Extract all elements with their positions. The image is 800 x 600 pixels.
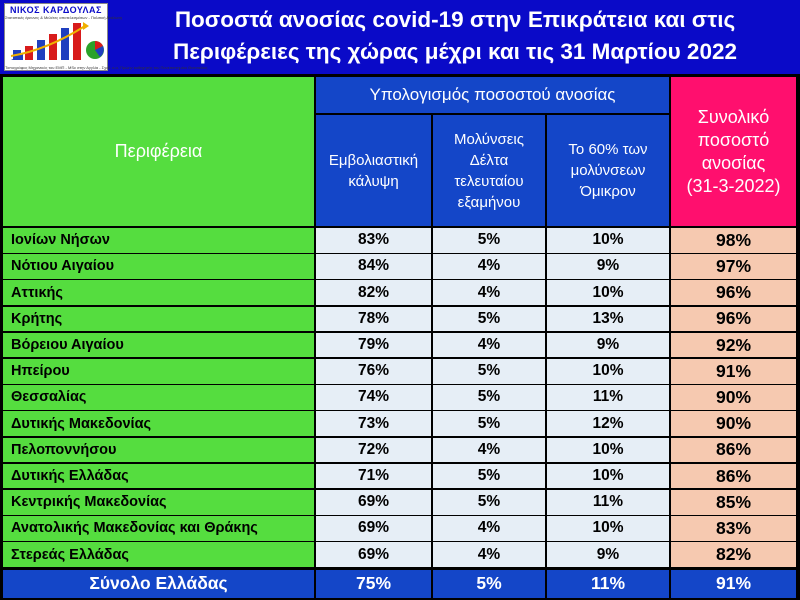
vaccination-cell: 71% [316, 464, 431, 489]
region-cell: Στερεάς Ελλάδας [3, 542, 314, 567]
omicron-cell: 9% [547, 333, 669, 358]
region-cell: Ιονίων Νήσων [3, 228, 314, 253]
total-cell: 96% [671, 307, 796, 332]
header-total-immunity [671, 77, 796, 226]
region-cell: Ανατολικής Μακεδονίας και Θράκης [3, 516, 314, 541]
total-cell: 83% [671, 516, 796, 541]
omicron-cell: 10% [547, 228, 669, 253]
region-cell: Πελοποννήσου [3, 438, 314, 463]
omicron-cell: 10% [547, 464, 669, 489]
delta-cell: 5% [433, 228, 545, 253]
omicron-cell: 10% [547, 438, 669, 463]
omicron-cell: 9% [547, 542, 669, 567]
total-cell: 85% [671, 490, 796, 515]
region-cell: Θεσσαλίας [3, 385, 314, 410]
region-cell: Δυτικής Ελλάδας [3, 464, 314, 489]
delta-cell: 4% [433, 516, 545, 541]
delta-cell: 5% [433, 411, 545, 436]
omicron-cell: 10% [547, 359, 669, 384]
delta-cell: 5% [433, 359, 545, 384]
logo-tagline-bottom: Τοπογράφος Μηχανικός του ΕΜΠ - MSc στην Αγγλία - Σχεδ. κ.α. Πρώην καθηγητής του Πανεπιστημίου Θεσσαλίας [5, 65, 208, 70]
delta-cell: 4% [433, 280, 545, 305]
delta-cell: 5% [433, 385, 545, 410]
total-cell: 90% [671, 385, 796, 410]
vaccination-cell: 74% [316, 385, 431, 410]
header-vaccination-line: Εμβολιαστική [328, 151, 419, 169]
region-cell: Ηπείρου [3, 359, 314, 384]
vaccination-cell: 84% [316, 254, 431, 279]
region-cell: Βόρειου Αιγαίου [3, 333, 314, 358]
header-vaccination [316, 115, 431, 226]
vaccination-cell: 73% [316, 411, 431, 436]
title-banner [0, 0, 800, 74]
region-cell: Αττικής [3, 280, 314, 305]
page-title [118, 4, 792, 68]
greece-total-region-cell: Σύνολο Ελλάδας [3, 570, 314, 598]
header-omicron-line: Όμικρον [580, 183, 636, 200]
total-cell: 97% [671, 254, 796, 279]
header-omicron [547, 115, 669, 226]
delta-cell: 4% [433, 438, 545, 463]
region-cell: Νότιου Αιγαίου [3, 254, 314, 279]
header-total-line: ανοσίας [701, 152, 766, 173]
header-total-line: (31-3-2022) [686, 175, 781, 196]
omicron-cell: 10% [547, 516, 669, 541]
omicron-cell: 9% [547, 254, 669, 279]
vaccination-cell: 72% [316, 438, 431, 463]
vaccination-cell: 79% [316, 333, 431, 358]
title-line-2: Περιφέρειες της χώρας μέχρι και τις 31 Μαρτίου 2022 [172, 39, 737, 64]
vaccination-cell: 69% [316, 516, 431, 541]
total-cell: 82% [671, 542, 796, 567]
header-total-line: Συνολικό [697, 106, 770, 127]
header-delta [433, 115, 545, 226]
bar-chart-logo-icon [7, 20, 105, 64]
omicron-cell: 12% [547, 411, 669, 436]
omicron-cell: 11% [547, 385, 669, 410]
header-delta-line: Δέλτα [469, 151, 509, 169]
logo-name: ΝΙΚΟΣ ΚΑΡΔΟΥΛΑΣ [10, 5, 102, 15]
total-cell: 92% [671, 333, 796, 358]
vaccination-cell: 83% [316, 228, 431, 253]
region-cell: Δυτικής Μακεδονίας [3, 411, 314, 436]
omicron-cell: 13% [547, 307, 669, 332]
region-cell: Κεντρικής Μακεδονίας [3, 490, 314, 515]
vaccination-cell: 78% [316, 307, 431, 332]
omicron-cell: 11% [547, 490, 669, 515]
delta-cell: 4% [433, 333, 545, 358]
region-cell: Κρήτης [3, 307, 314, 332]
header-delta-line: Μολύνσεις [454, 130, 524, 148]
delta-cell: 5% [433, 464, 545, 489]
delta-cell: 4% [433, 254, 545, 279]
header-immunity-calculation: Υπολογισμός ποσοστού ανοσίας [316, 77, 669, 113]
header-total-line: ποσοστό [697, 129, 770, 150]
header-vaccination-line: κάλυψη [348, 172, 399, 190]
author-logo [4, 3, 208, 71]
greece-total-omicron-cell: 11% [547, 570, 669, 598]
omicron-cell: 10% [547, 280, 669, 305]
total-cell: 96% [671, 280, 796, 305]
delta-cell: 5% [433, 490, 545, 515]
header-region: Περιφέρεια [3, 77, 314, 226]
vaccination-cell: 69% [316, 542, 431, 567]
total-cell: 86% [671, 464, 796, 489]
total-cell: 91% [671, 359, 796, 384]
greece-total-total-cell: 91% [671, 570, 796, 598]
delta-cell: 4% [433, 542, 545, 567]
greece-total-delta-cell: 5% [433, 570, 545, 598]
header-delta-line: εξαμήνου [457, 193, 521, 211]
vaccination-cell: 69% [316, 490, 431, 515]
total-cell: 86% [671, 438, 796, 463]
total-cell: 98% [671, 228, 796, 253]
total-cell: 90% [671, 411, 796, 436]
header-omicron-line: μολύνσεων [570, 162, 646, 179]
title-line-1: Ποσοστά ανοσίας covid-19 στην Επικράτεια και στις [174, 7, 736, 32]
delta-cell: 5% [433, 307, 545, 332]
greece-total-vaccination-cell: 75% [316, 570, 431, 598]
vaccination-cell: 82% [316, 280, 431, 305]
logo-tagline-top: Στατιστικές έρευνες & Μελέτες αποτελεσμάτων - Πολιτική Ανάλυση [5, 15, 123, 20]
header-delta-line: τελευταίου [454, 172, 524, 190]
header-omicron-line: Το 60% των [568, 141, 648, 158]
vaccination-cell: 76% [316, 359, 431, 384]
